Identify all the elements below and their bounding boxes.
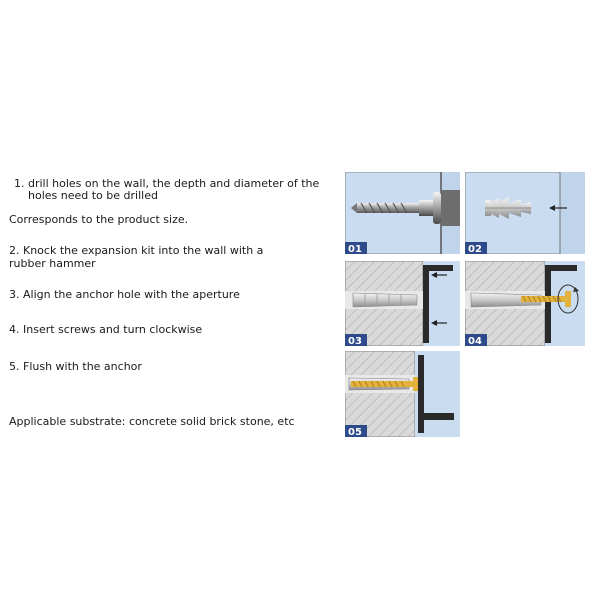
step-panel-03 — [345, 261, 460, 346]
step5-text: 5. Flush with the anchor — [9, 360, 142, 373]
step-panel-05 — [345, 351, 460, 437]
step-panel-02 — [465, 172, 585, 254]
step1-note: Corresponds to the product size. — [9, 213, 189, 226]
step-panel-04 — [465, 261, 585, 346]
step1-line1: 1. drill holes on the wall, the depth and diameter of the — [14, 177, 320, 190]
drill-illustration — [345, 172, 460, 254]
step-number: 03 — [348, 336, 362, 346]
step1-line2: holes need to be drilled — [28, 189, 158, 202]
step-number: 02 — [468, 244, 482, 254]
step2-line1: 2. Knock the expansion kit into the wall with a — [9, 244, 264, 257]
insert-screw-illustration — [465, 261, 585, 346]
step3-text: 3. Align the anchor hole with the aperture — [9, 288, 240, 301]
step-panel-01 — [345, 172, 460, 254]
step4-text: 4. Insert screws and turn clockwise — [9, 323, 203, 336]
step-number: 01 — [348, 244, 362, 254]
step2-line2: rubber hammer — [9, 257, 96, 270]
step-number: 05 — [348, 427, 362, 437]
flush-anchor-illustration — [345, 351, 460, 437]
substrate-text: Applicable substrate: concrete solid brick stone, etc — [9, 415, 295, 428]
plug-in-wall-illustration — [345, 261, 460, 346]
plug-illustration — [465, 172, 585, 254]
step-number: 04 — [468, 336, 482, 346]
